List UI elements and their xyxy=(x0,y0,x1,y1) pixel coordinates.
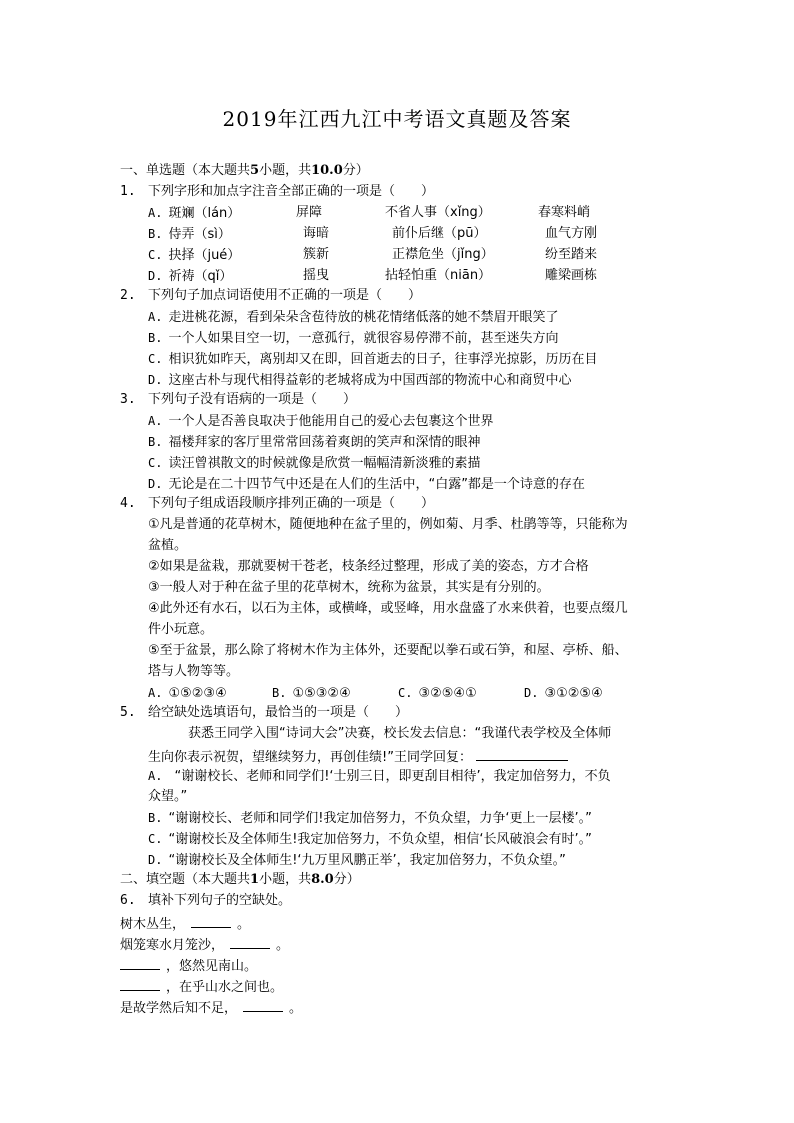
question-stem: 下列句子组成语段顺序排列正确的一项是（ ） xyxy=(148,496,435,511)
answer-blank[interactable] xyxy=(230,934,270,949)
option-row[interactable] xyxy=(148,204,591,223)
question-number: 2. xyxy=(120,288,136,303)
option-text: 一个人如果目空一切，一意孤行，就很容易停滞不前，甚至迷失方向 xyxy=(168,331,559,346)
option-row[interactable] xyxy=(148,225,598,244)
section-heading-text: 小题，共 xyxy=(259,163,312,178)
sentence-1: ①凡是普通的花草树木，随便地种在盆子里的，例如菊、月季、杜鹃等等，只能称为 xyxy=(148,517,628,532)
option-text: ①⑤②③④ xyxy=(168,686,227,701)
option-col-2: 诲暗 xyxy=(303,226,330,241)
fill-text: 是故学然后知不足， xyxy=(120,1001,238,1016)
fill-line xyxy=(120,913,250,934)
question-stem: 给空缺处选填语句，最恰当的一项是（ ） xyxy=(148,705,409,720)
option-row[interactable] xyxy=(524,684,603,703)
option-row[interactable] xyxy=(148,809,592,828)
option-text: ①⑤③②④ xyxy=(292,686,351,701)
option-col-4: 纷至踏来 xyxy=(545,247,598,262)
section-heading-fill-in xyxy=(120,871,360,889)
section-heading-text: 一、单选题（本大题共 xyxy=(120,163,251,178)
question-number: 5. xyxy=(120,705,136,720)
fill-line xyxy=(120,976,283,997)
option-text: 福楼拜家的客厅里常常回荡着爽朗的笑声和深情的眼神 xyxy=(168,435,481,450)
fill-text: 。 xyxy=(276,938,290,953)
answer-blank[interactable] xyxy=(476,746,568,761)
option-letter: A. xyxy=(148,206,163,220)
answer-blank[interactable] xyxy=(120,976,160,991)
option-letter: D. xyxy=(148,269,163,283)
sentence-4: ④此外还有水石，以石为主体，或横峰，或竖峰，用水盘盛了水来供着，也要点缀几 xyxy=(148,601,628,616)
question-stem: 填补下列句子的空缺处。 xyxy=(148,893,292,908)
option-text: “谢谢校长及全体师生!‘九万里风鹏正举’，我定加倍努力，不负众望。” xyxy=(168,853,566,868)
option-col-1: 侍弄（sì） xyxy=(168,227,231,242)
option-letter: C. xyxy=(148,352,163,366)
question-number: 4. xyxy=(120,496,136,511)
passage-line-1: 获悉王同学入围“诗词大会”决赛，校长发去信息：“我谨代表学校及全体师 xyxy=(188,726,612,741)
option-row[interactable] xyxy=(148,267,598,286)
question-count: 5 xyxy=(250,163,260,178)
option-col-1: 斑斓（lán） xyxy=(168,206,241,221)
option-text: ③②⑤④① xyxy=(418,686,477,701)
sentence-1-cont: 盆植。 xyxy=(148,538,188,553)
option-text: 相识犹如昨天，离别却又在即，回首逝去的日子，往事浮光掠影，历历在目 xyxy=(168,352,598,367)
fill-line xyxy=(120,955,257,976)
option-row[interactable] xyxy=(148,767,611,786)
fill-text: 烟笼寒水月笼沙， xyxy=(120,938,225,953)
option-text: 一个人是否善良取决于他能用自己的爱心去包裹这个世界 xyxy=(168,414,494,429)
question-stem: 下列字形和加点字注音全部正确的一项是（ ） xyxy=(148,184,435,199)
option-text: 走进桃花源，看到朵朵含苞待放的桃花情绪低落的她不禁眉开眼笑了 xyxy=(168,310,559,325)
question-stem: 下列句子没有语病的一项是（ ） xyxy=(148,392,357,407)
option-col-1: 祈祷（qǐ） xyxy=(168,269,233,284)
option-row[interactable] xyxy=(148,246,598,265)
option-row[interactable] xyxy=(148,475,585,494)
question-number: 3. xyxy=(120,392,136,407)
option-row[interactable] xyxy=(398,684,477,703)
option-col-4: 雕梁画栋 xyxy=(545,268,598,283)
option-letter: D. xyxy=(148,853,163,867)
section-heading-text: 分） xyxy=(333,872,360,887)
passage-line-2 xyxy=(148,746,568,767)
option-row[interactable] xyxy=(148,684,227,703)
fill-text: 树木丛生， xyxy=(120,917,186,932)
fill-text: 。 xyxy=(237,917,251,932)
option-row[interactable] xyxy=(148,350,597,369)
option-letter: A. xyxy=(148,686,163,700)
question-stem: 下列句子加点词语使用不正确的一项是（ ） xyxy=(148,288,422,303)
option-row[interactable] xyxy=(148,433,480,452)
fill-text: ，在乎山水之间也。 xyxy=(166,980,284,995)
section-score: 10.0 xyxy=(311,163,343,178)
section-heading-single-choice xyxy=(120,162,369,180)
answer-blank[interactable] xyxy=(243,997,283,1012)
option-col-2: 摇曳 xyxy=(303,268,330,283)
option-letter: A. xyxy=(148,769,163,783)
option-col-4: 春寒料峭 xyxy=(538,205,591,220)
section-heading-text: 小题，共 xyxy=(259,872,312,887)
option-row[interactable] xyxy=(148,851,566,870)
section-score: 8.0 xyxy=(311,872,334,887)
option-row[interactable] xyxy=(148,308,558,327)
option-letter: C. xyxy=(148,832,163,846)
option-letter: C. xyxy=(148,248,163,262)
option-row[interactable] xyxy=(148,830,592,849)
option-col-2: 屏障 xyxy=(296,205,323,220)
fill-line xyxy=(120,997,302,1018)
sentence-5-cont: 塔与人物等等。 xyxy=(148,664,240,679)
question-count: 1 xyxy=(250,872,260,887)
option-letter: D. xyxy=(148,477,163,491)
option-row[interactable] xyxy=(148,454,480,473)
option-letter: A. xyxy=(148,310,163,324)
option-text: ③①②⑤④ xyxy=(544,686,603,701)
option-col-3: 前仆后继（pū） xyxy=(392,226,487,241)
option-text-cont: 众望。” xyxy=(148,789,188,804)
option-letter: A. xyxy=(148,414,163,428)
option-col-4: 血气方刚 xyxy=(545,226,598,241)
passage-text: 生向你表示祝贺，望继续努力，再创佳绩!”王同学回复： xyxy=(148,750,472,765)
option-letter: B. xyxy=(148,435,163,449)
option-col-3: 拈轻怕重（niān） xyxy=(385,268,492,283)
option-col-1: 抉择（jué） xyxy=(168,248,241,263)
option-letter: B. xyxy=(148,811,163,825)
option-col-3: 正襟危坐（jǐng） xyxy=(392,247,494,262)
sentence-3: ③一般人对于种在盆子里的花草树木，统称为盆景，其实是有分别的。 xyxy=(148,580,550,595)
answer-blank[interactable] xyxy=(191,913,231,928)
sentence-5: ⑤至于盆景，那么除了将树木作为主体外，还要配以拳石或石笋，和屋、亭桥、船、 xyxy=(148,643,628,658)
question-number: 6. xyxy=(120,893,136,908)
option-letter: B. xyxy=(148,227,163,241)
option-row[interactable] xyxy=(272,684,351,703)
option-text: 无论是在二十四节气中还是在人们的生活中，“白露”都是一个诗意的存在 xyxy=(168,477,585,492)
answer-blank[interactable] xyxy=(120,955,160,970)
option-letter: B. xyxy=(272,686,287,700)
section-heading-text: 分） xyxy=(342,163,369,178)
option-text: “谢谢校长及全体师生!我定加倍努力，不负众望，相信‘长风破浪会有时’。” xyxy=(168,832,592,847)
option-letter: D. xyxy=(148,373,163,387)
option-row[interactable] xyxy=(148,329,558,348)
option-col-2: 簇新 xyxy=(303,247,330,262)
option-text: “谢谢校长、老师和同学们!‘士别三日，即更刮目相待’，我定加倍努力，不负 xyxy=(174,769,611,784)
sentence-2: ②如果是盆栽，那就要树干苍老，枝条经过整理，形成了美的姿态，方才合格 xyxy=(148,559,589,574)
option-letter: B. xyxy=(148,331,163,345)
document-title: 2019年江西九江中考语文真题及答案 xyxy=(222,107,572,131)
fill-text: ，悠然见南山。 xyxy=(166,959,258,974)
option-text: 读汪曾祺散文的时候就像是欣赏一幅幅清新淡雅的素描 xyxy=(168,456,481,471)
section-heading-text: 二、填空题（本大题共 xyxy=(120,872,251,887)
option-letter: D. xyxy=(524,686,539,700)
question-number: 1. xyxy=(120,184,136,199)
option-letter: C. xyxy=(398,686,413,700)
option-letter: C. xyxy=(148,456,163,470)
fill-text: 。 xyxy=(289,1001,303,1016)
option-row[interactable] xyxy=(148,412,493,431)
sentence-4-cont: 件小玩意。 xyxy=(148,622,214,637)
option-text: 这座古朴与现代相得益彰的老城将成为中国西部的物流中心和商贸中心 xyxy=(168,373,572,388)
option-text: “谢谢校长、老师和同学们!我定加倍努力，不负众望，力争‘更上一层楼’。” xyxy=(168,811,592,826)
option-col-3: 不省人事（xǐng） xyxy=(385,205,491,220)
fill-line xyxy=(120,934,289,955)
option-row[interactable] xyxy=(148,371,571,390)
